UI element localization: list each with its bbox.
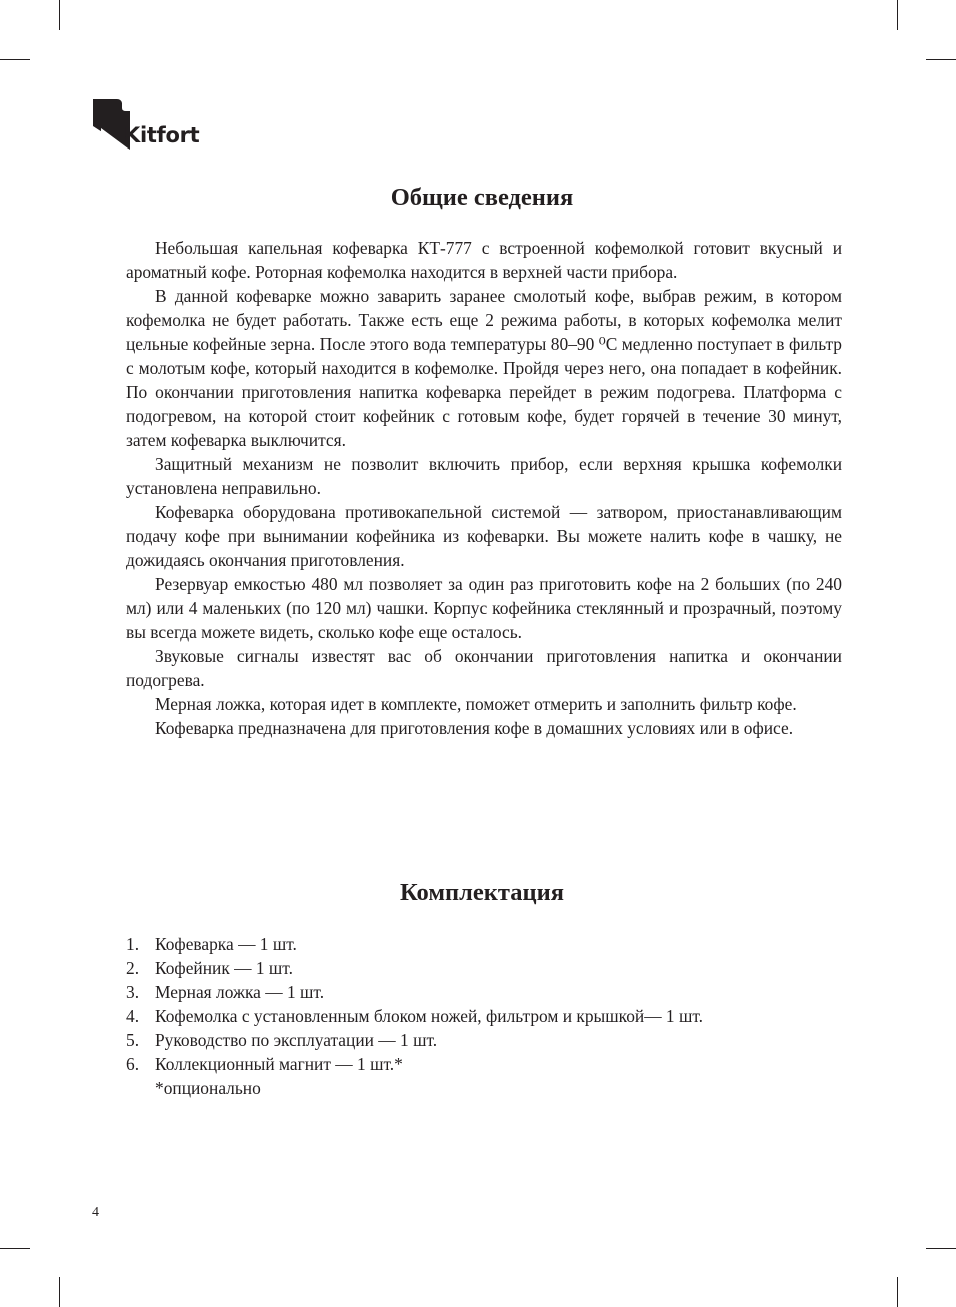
crop-mark-bottom-left bbox=[59, 1277, 60, 1307]
list-item-text: Руководство по эксплуатации — 1 шт. bbox=[155, 1030, 438, 1050]
paragraph: Небольшая капельная кофеварка КТ-777 с встроенной кофемолкой готовит вкусный и ароматный кофе. Роторная кофемолка находится в верхней части прибора. bbox=[126, 238, 842, 282]
brand-name: Kitfort bbox=[124, 123, 200, 147]
list-item-text: Кофейник — 1 шт. bbox=[155, 958, 293, 978]
kit-list bbox=[126, 932, 842, 1076]
list-item-number: 3. bbox=[126, 982, 140, 1002]
list-item bbox=[126, 956, 842, 980]
crop-mark-top-left bbox=[0, 59, 30, 60]
paragraph: В данной кофеварке можно заварить заранее смолотый кофе, выбрав режим, в котором кофемолка не будет работать. Также есть еще 2 режима работы, в которых кофемолка мелит цельные кофейные зерна. После этого вода температуры 80–90 ⁰C медленно поступает в фильтр с молотым кофе, который находится в кофемолке. Пройдя через него, она попадает в кофейник. По окончании приготовления напитка кофеварка перейдет в режим подогрева. Платформа с подогревом, на которой стоит кофейник с готовым кофе, будет горячей в течение 30 минут, затем кофеварка выключится. bbox=[126, 286, 842, 450]
paragraph: Мерная ложка, которая идет в комплекте, поможет отмерить и заполнить фильтр кофе. bbox=[155, 694, 797, 714]
list-item-number: 5. bbox=[126, 1030, 140, 1050]
list-item bbox=[126, 1004, 842, 1028]
paragraph: Защитный механизм не позволит включить прибор, если верхняя крышка кофемолки установлена неправильно. bbox=[126, 454, 842, 498]
section-title-kit: Комплектация bbox=[400, 879, 564, 906]
list-item bbox=[126, 1052, 842, 1076]
crop-mark-bottom-right bbox=[897, 1277, 898, 1307]
list-item-number: 1. bbox=[126, 934, 140, 954]
list-item-number: 6. bbox=[126, 1054, 140, 1074]
section-title-general: Общие сведения bbox=[390, 184, 574, 211]
list-item-text: Мерная ложка — 1 шт. bbox=[155, 982, 325, 1002]
general-info-text bbox=[126, 236, 842, 740]
crop-mark-bottom-right bbox=[926, 1248, 956, 1249]
brand-logo bbox=[92, 98, 202, 154]
list-item-text: Кофемолка с установленным блоком ножей, фильтром и крышкой— 1 шт. bbox=[155, 1006, 704, 1026]
list-item-number: 4. bbox=[126, 1006, 140, 1026]
crop-mark-bottom-left bbox=[0, 1248, 30, 1249]
paragraph: Кофеварка предназначена для приготовления кофе в домашних условиях или в офисе. bbox=[155, 718, 794, 738]
page-number: 4 bbox=[92, 1205, 99, 1220]
crop-mark-top-right bbox=[926, 59, 956, 60]
list-item bbox=[126, 980, 842, 1004]
list-item bbox=[126, 1028, 842, 1052]
paragraph: Резервуар емкостью 480 мл позволяет за один раз приготовить кофе на 2 больших (по 240 мл) или 4 маленьких (по 120 мл) чашки. Корпус кофейника стеклянный и прозрачный, поэтому вы всегда можете видеть, сколько кофе еще осталось. bbox=[126, 574, 842, 642]
paragraph: Звуковые сигналы известят вас об окончании приготовления напитка и окончании подогрева. bbox=[126, 646, 842, 690]
crop-mark-top-left bbox=[59, 0, 60, 30]
list-item-text: Кофеварка — 1 шт. bbox=[155, 934, 297, 954]
list-item-text: Коллекционный магнит — 1 шт.* bbox=[155, 1054, 403, 1074]
list-item bbox=[126, 932, 842, 956]
paragraph: Кофеварка оборудована противокапельной системой — затвором, приостанавливающим подачу кофе при вынимании кофейника из кофеварки. Вы можете налить кофе в чашку, не дожидаясь окончания приготовления. bbox=[126, 502, 842, 570]
crop-mark-top-right bbox=[897, 0, 898, 30]
optional-note: *опционально bbox=[155, 1078, 261, 1098]
list-item-number: 2. bbox=[126, 958, 140, 978]
